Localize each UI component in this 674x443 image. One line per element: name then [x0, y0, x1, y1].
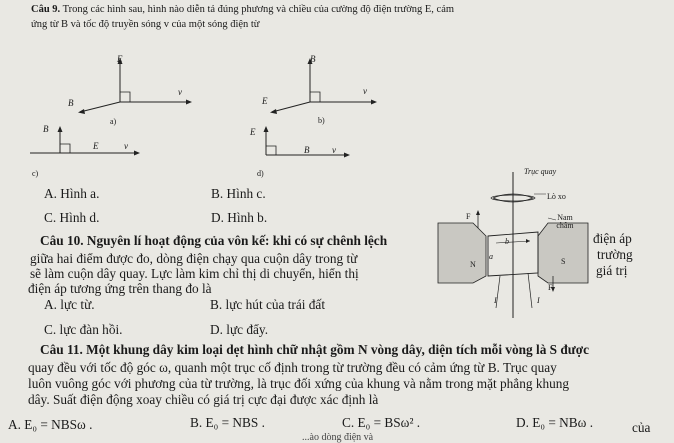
fig-b-v-label: v	[363, 86, 367, 96]
fig-b-caption: b)	[318, 116, 325, 125]
figure-c	[30, 117, 230, 180]
q9-option-d[interactable]: D. Hình b.	[211, 210, 268, 225]
q11-tail: của	[632, 420, 651, 435]
q11-line1-text: Câu 11. Một khung dây kim loại dẹt hình chữ nhật gồm N vòng dây, diện tích mỗi vòng là S được	[40, 342, 590, 357]
meter-label-nam-cham: Nam châm	[556, 213, 574, 231]
meter-label-I1: I	[494, 296, 497, 305]
fig-b-B-label: B	[310, 54, 316, 64]
q10-line3-tail: giá trị	[596, 263, 628, 278]
meter-label-I2: I	[537, 296, 540, 305]
fig-a-v-label: v	[178, 87, 182, 97]
q11-option-b[interactable]: B. E₀ = NBS .	[190, 415, 265, 430]
fig-c-v-label: v	[124, 141, 128, 151]
q10-option-a[interactable]: A. lực từ.	[44, 297, 95, 312]
meter-label-S: S	[561, 257, 566, 266]
fig-a-caption: a)	[110, 117, 117, 126]
q10-option-c[interactable]: C. lực đàn hồi.	[44, 322, 123, 337]
meter-label-a: a	[489, 252, 493, 261]
cut-off-text: ...ào dòng điện và	[302, 432, 374, 443]
meter-label-lo-xo: Lò xo	[547, 192, 566, 201]
q9-number: Câu 9.	[31, 4, 61, 15]
q11-option-d[interactable]: D. E₀ = NBω .	[516, 415, 594, 430]
q10-line1-tail: điện áp	[593, 231, 632, 246]
fig-c-caption: c)	[32, 169, 39, 178]
q10-option-b[interactable]: B. lực hút của trái đất	[210, 297, 326, 312]
q10-line2: giữa hai điểm được đo, dòng điện chạy qua cuộn dây trong từ	[30, 251, 358, 266]
fig-a-B-label: B	[68, 98, 74, 108]
q11-line1	[40, 343, 589, 356]
meter-label-truc-quay: Trục quay	[524, 167, 557, 176]
q10-line4: điện áp tương ứng trên thang đo là	[28, 281, 212, 296]
q10-line1	[40, 234, 387, 247]
fig-d-caption: d)	[257, 169, 264, 178]
fig-d-v-label: v	[332, 145, 336, 155]
meter-label-F-bottom: F	[548, 283, 553, 292]
q11-line4: dây. Suất điện động xoay chiều có giá trị cực đại được xác định là	[28, 392, 379, 407]
q9-option-b[interactable]: B. Hình c.	[211, 186, 266, 201]
q9-option-c[interactable]: C. Hình d.	[44, 210, 100, 225]
q9-line1	[31, 5, 454, 16]
q9-line1-text: Trong các hình sau, hình nào diễn tả đúng phương và chiều của cường độ điện trường E, cảm	[62, 4, 455, 15]
q10-option-d[interactable]: D. lực đẩy.	[210, 322, 269, 337]
q10-line1-text: Câu 10. Nguyên lí hoạt động của vôn kế: khi có sự chênh lệch	[40, 233, 388, 248]
q9-line2: ứng từ B và tốc độ truyền sóng v của một sóng điện từ	[31, 19, 260, 30]
q11-line2: quay đều với tốc độ góc ω, quanh một trục cố định trong từ trường đều có cảm ứng từ B. Trục quay	[28, 360, 557, 375]
fig-c-B-label: B	[43, 124, 49, 134]
fig-d-E-label: E	[250, 127, 256, 137]
q11-option-c[interactable]: C. E₀ = BSω² .	[342, 415, 421, 430]
fig-c-E-label: E	[93, 141, 99, 151]
fig-d-B-label: B	[304, 145, 310, 155]
fig-a-E-label: E	[117, 54, 123, 64]
q9-option-a[interactable]: A. Hình a.	[44, 186, 100, 201]
meter-label-F-top: F	[466, 212, 471, 221]
meter-label-N: N	[470, 260, 476, 269]
q10-line3: sẽ làm cuộn dây quay. Lực làm kim chỉ thị di chuyển, hiển thị	[30, 266, 359, 281]
fig-b-E-label: E	[262, 96, 268, 106]
meter-label-b: b	[505, 237, 509, 246]
voltmeter-diagram	[438, 168, 618, 333]
q11-line3: luôn vuông góc với phương của từ trường, là trục đối xứng của khung và nằm trong mặt phẳng khung	[28, 376, 570, 391]
q10-line2-tail: trường	[597, 247, 633, 262]
q11-option-a[interactable]: A. E₀ = NBSω .	[8, 417, 93, 432]
